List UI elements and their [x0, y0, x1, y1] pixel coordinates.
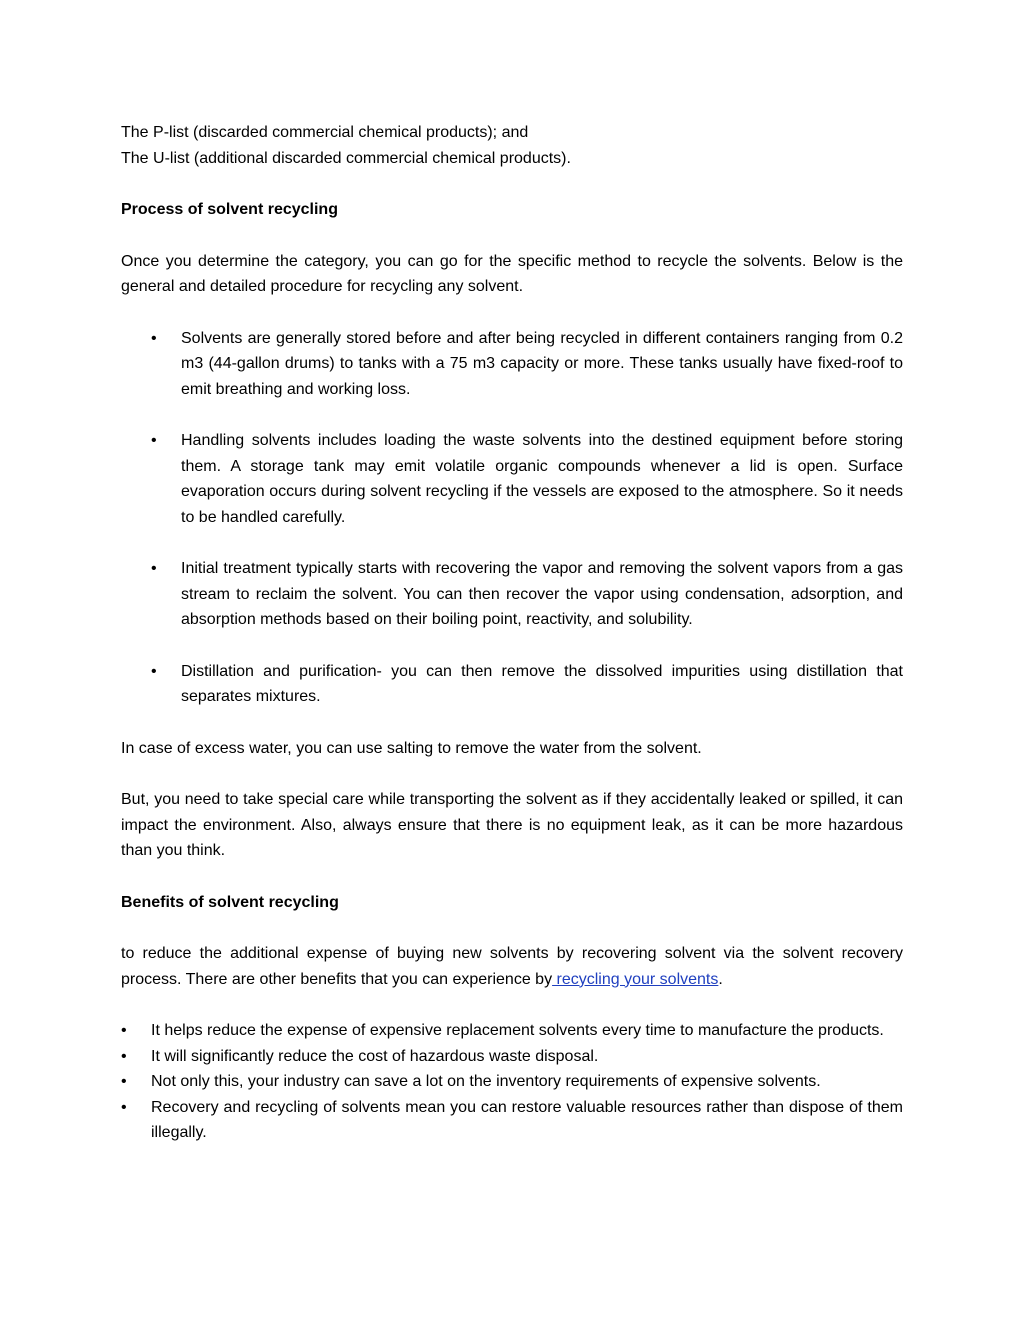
- bullet-icon: •: [151, 329, 157, 347]
- list-item-text: Distillation and purification- you can then remove the dissolved impurities using distillation that separates mixtures.: [181, 662, 903, 705]
- bullet-icon: •: [121, 1073, 127, 1090]
- document-page: [121, 120, 903, 1146]
- list-item-text: Recovery and recycling of solvents mean you can restore valuable resources rather than dispose of them illegally.: [151, 1098, 903, 1141]
- bullet-icon: •: [151, 560, 157, 577]
- spacer: [121, 915, 903, 941]
- list-item-text: Not only this, your industry can save a lot on the inventory requirements of expensive solvents.: [151, 1073, 821, 1090]
- intro-line-u-list: The U-list (additional discarded commercial chemical products).: [121, 149, 571, 167]
- bullet-icon: •: [151, 662, 157, 680]
- list-item: [121, 1044, 903, 1070]
- benefits-intro-end: .: [718, 970, 723, 988]
- spacer: [121, 761, 903, 787]
- process-heading: Process of solvent recycling: [121, 201, 338, 218]
- list-item-text: Solvents are generally stored before and after being recycled in different containers ranging from 0.2 m3 (44-gallon drums) to tanks with a 75 m3 capacity or more. These tanks usually have fixed-roof to emit breathing and working loss.: [181, 329, 903, 398]
- spacer: [121, 710, 903, 736]
- list-item-text: It helps reduce the expense of expensive replacement solvents every time to manufacture the products.: [151, 1022, 884, 1039]
- spacer: [121, 223, 903, 249]
- benefits-heading: Benefits of solvent recycling: [121, 893, 339, 911]
- list-item: [121, 428, 903, 530]
- benefits-intro-text: to reduce the additional expense of buying new solvents by recovering solvent via the solvent recovery process. There are other benefits that you can experience by: [121, 945, 903, 988]
- process-steps-list: [121, 326, 903, 710]
- bullet-icon: •: [121, 1022, 127, 1039]
- transport-care-paragraph: But, you need to take special care while transporting the solvent as if they accidentally leaked or spilled, it can impact the environment. Also, always ensure that there is no equipment leak, as it can be more hazardous than you think.: [121, 791, 903, 859]
- recycling-solvents-link[interactable]: recycling your solvents: [552, 970, 719, 988]
- benefits-list: [121, 1018, 903, 1146]
- spacer: [121, 864, 903, 890]
- spacer: [121, 992, 903, 1018]
- list-item: [121, 326, 903, 403]
- spacer: [121, 171, 903, 197]
- spacer: [121, 300, 903, 326]
- intro-line-p-list: The P-list (discarded commercial chemical products); and: [121, 124, 529, 141]
- excess-water-paragraph: In case of excess water, you can use salting to remove the water from the solvent.: [121, 739, 702, 757]
- list-item-text: Handling solvents includes loading the waste solvents into the destined equipment before storing them. A storage tank may emit volatile organic compounds whenever a lid is open. Surface evaporation occurs during solvent recycling if the vessels are exposed to the atmosphere. So it needs to be handled carefully.: [181, 432, 903, 526]
- list-item: [121, 1018, 903, 1044]
- bullet-icon: •: [151, 432, 157, 449]
- list-item-text: It will significantly reduce the cost of hazardous waste disposal.: [151, 1047, 599, 1065]
- bullet-icon: •: [121, 1047, 127, 1065]
- benefits-intro-paragraph: [121, 941, 903, 992]
- list-item: [121, 556, 903, 633]
- process-intro-paragraph: Once you determine the category, you can go for the specific method to recycle the solvents. Below is the general and detailed procedure for recycling any solvent.: [121, 252, 903, 295]
- list-item: [121, 1095, 903, 1146]
- bullet-icon: •: [121, 1098, 127, 1116]
- list-item: [121, 1069, 903, 1095]
- list-item: [121, 659, 903, 710]
- list-item-text: Initial treatment typically starts with recovering the vapor and removing the solvent vapors from a gas stream to reclaim the solvent. You can then recover the vapor using condensation, adsorption, and absorption methods based on their boiling point, reactivity, and solubility.: [181, 560, 903, 628]
